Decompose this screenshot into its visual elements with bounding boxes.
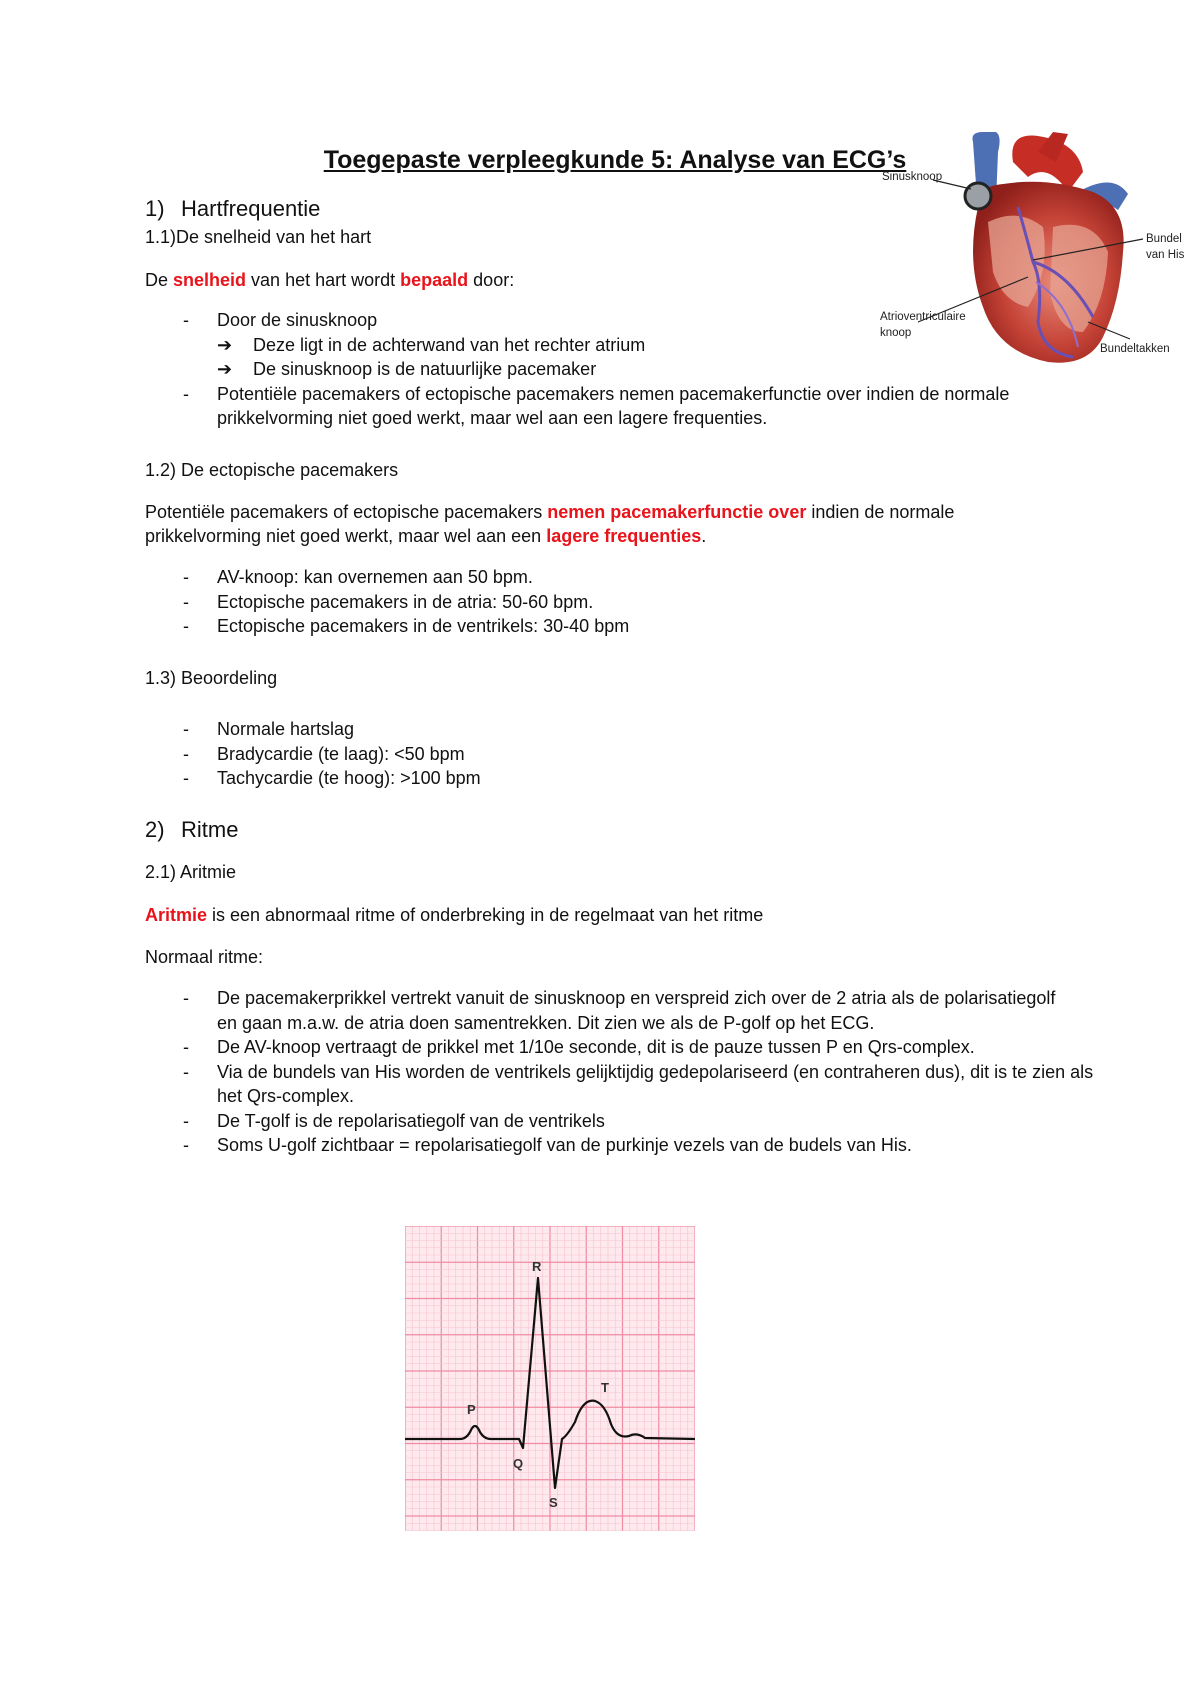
text-fragment: van het hart wordt (246, 270, 401, 290)
list-item-text: Tachycardie (te hoog): >100 bpm (217, 768, 481, 788)
dash-marker: - (183, 591, 189, 612)
list-normaal-ritme (145, 986, 1094, 1158)
list-item (145, 1133, 1075, 1158)
list-item (145, 614, 1075, 639)
text-fragment: De (145, 270, 174, 290)
dash-marker: - (183, 310, 189, 330)
list-item (145, 717, 1075, 742)
label-knoop: knoop (880, 327, 912, 339)
list-item-text: Via de bundels van His worden de ventrikels gelijktijdig gedepolariseerd (en contraheren dus), dit is te zien als het Qrs-complex. (217, 1061, 1094, 1106)
list-item-text: Bradycardie (te laag): <50 bpm (217, 743, 465, 764)
section-title: Hartfrequentie (181, 196, 321, 221)
highlight-lagere-frequenties: lagere frequenties (546, 526, 702, 546)
dash-marker: - (183, 383, 189, 404)
dash-marker: - (183, 616, 189, 636)
heart-conduction-illustration (878, 132, 1193, 397)
dash-marker: - (183, 567, 189, 587)
list-item-text: Normale hartslag (217, 719, 355, 739)
subheading-snelheid: 1.1)De snelheid van het hart (145, 227, 372, 247)
paragraph-ectopisch (145, 500, 1075, 548)
subheading-beoordeling: 1.3) Beoordeling (145, 668, 278, 688)
text-fragment: . (701, 526, 707, 546)
ecg-label-p: P (467, 1402, 476, 1417)
section-heading-hartfrequentie (145, 196, 320, 222)
list-item (145, 1060, 1097, 1109)
list-item (145, 766, 1075, 791)
ecg-label-q: Q (513, 1456, 524, 1471)
list-ectopisch (145, 565, 1075, 639)
text-fragment: door: (468, 270, 515, 290)
highlight-snelheid: snelheid (173, 270, 247, 290)
ecg-label-r: R (532, 1259, 542, 1274)
label-van-his: van His (1146, 249, 1185, 261)
list-item-text: AV-knoop: kan overnemen aan 50 bpm. (217, 567, 533, 587)
dash-marker: - (183, 1135, 189, 1155)
dash-marker: - (183, 988, 189, 1008)
arrow-item-text: Deze ligt in de achterwand van het rechter atrium (253, 334, 646, 355)
subheading-aritmie: 2.1) Aritmie (145, 862, 237, 882)
list-item-text: De pacemakerprikkel vertrekt vanuit de sinusknoop en verspreid zich over de 2 atria als de polarisatiegolf en gaan m.a.w. de atria doen samentrekken. Dit zien we als de P-golf op het ECG. (217, 988, 1056, 1033)
list-item-text: De T-golf is de repolarisatiegolf van de ventrikels (217, 1110, 605, 1131)
list-beoordeling (145, 717, 1075, 791)
dash-marker: - (183, 743, 189, 764)
dash-marker: - (183, 1037, 189, 1057)
list-item-text: De AV-knoop vertraagt de prikkel met 1/10e seconde, dit is de pauze tussen P en Qrs-complex. (217, 1037, 975, 1057)
highlight-bepaald: bepaald (400, 270, 469, 290)
ecg-label-s: S (549, 1495, 558, 1510)
list-item (145, 1035, 1057, 1060)
arrow-icon: ➔ (217, 334, 233, 355)
section-heading-ritme (145, 817, 238, 843)
text-fragment: is een abnormaal ritme of onderbreking in de regelmaat van het ritme (207, 905, 764, 925)
page-title: Toegepaste verpleegkunde 5: Analyse van ECG’s (323, 146, 907, 174)
list-item (145, 742, 1075, 767)
paragraph-normaal-ritme: Normaal ritme: (145, 947, 264, 967)
text-fragment: Potentiële pacemakers of ectopische pacemakers (145, 502, 548, 522)
dash-marker: - (183, 768, 189, 788)
section-title: Ritme (181, 817, 239, 842)
list-item-text: Potentiële pacemakers of ectopische pacemakers nemen pacemakerfunctie over indien de normale prikkelvorming niet goed werkt, maar wel aan een lagere frequenties. (217, 383, 1010, 428)
dash-marker: - (183, 1061, 189, 1082)
label-atrioventriculaire: Atrioventriculaire (880, 311, 966, 323)
arrow-item-text: De sinusknoop is de natuurlijke pacemaker (253, 359, 597, 379)
arrow-icon: ➔ (217, 359, 233, 379)
text-fragment: indien de normale prikkelvorming niet goed werkt, maar wel aan een (145, 502, 955, 546)
dash-marker: - (183, 1110, 189, 1131)
section-number: 2) (145, 817, 165, 842)
label-sinusknoop: Sinusknoop (882, 171, 943, 183)
section-number: 1) (145, 196, 165, 221)
sinus-node-marker (965, 183, 991, 209)
list-item-text: Ectopische pacemakers in de atria: 50-60 bpm. (217, 591, 594, 612)
label-bundeltakken: Bundeltakken (1100, 343, 1170, 355)
list-item-text: Door de sinusknoop (217, 310, 378, 330)
highlight-aritmie: Aritmie (145, 905, 208, 925)
ecg-illustration (405, 1226, 695, 1531)
ecg-label-t: T (601, 1380, 609, 1395)
ecg-grid (405, 1226, 695, 1531)
list-item-text: Ectopische pacemakers in de ventrikels: 30-40 bpm (217, 616, 630, 636)
highlight-pacemakerfunctie: nemen pacemakerfunctie over (547, 502, 807, 522)
list-item-text: Soms U-golf zichtbaar = repolarisatiegolf van de purkinje vezels van de budels van His. (217, 1135, 912, 1155)
paragraph-aritmie (145, 903, 1075, 927)
list-item (145, 590, 1075, 615)
list-item (145, 565, 1075, 590)
list-item (145, 1109, 1075, 1134)
dash-marker: - (183, 719, 189, 739)
subheading-ectopische-pacemakers: 1.2) De ectopische pacemakers (145, 460, 399, 480)
list-item (145, 986, 1077, 1035)
label-bundel: Bundel (1146, 233, 1182, 245)
